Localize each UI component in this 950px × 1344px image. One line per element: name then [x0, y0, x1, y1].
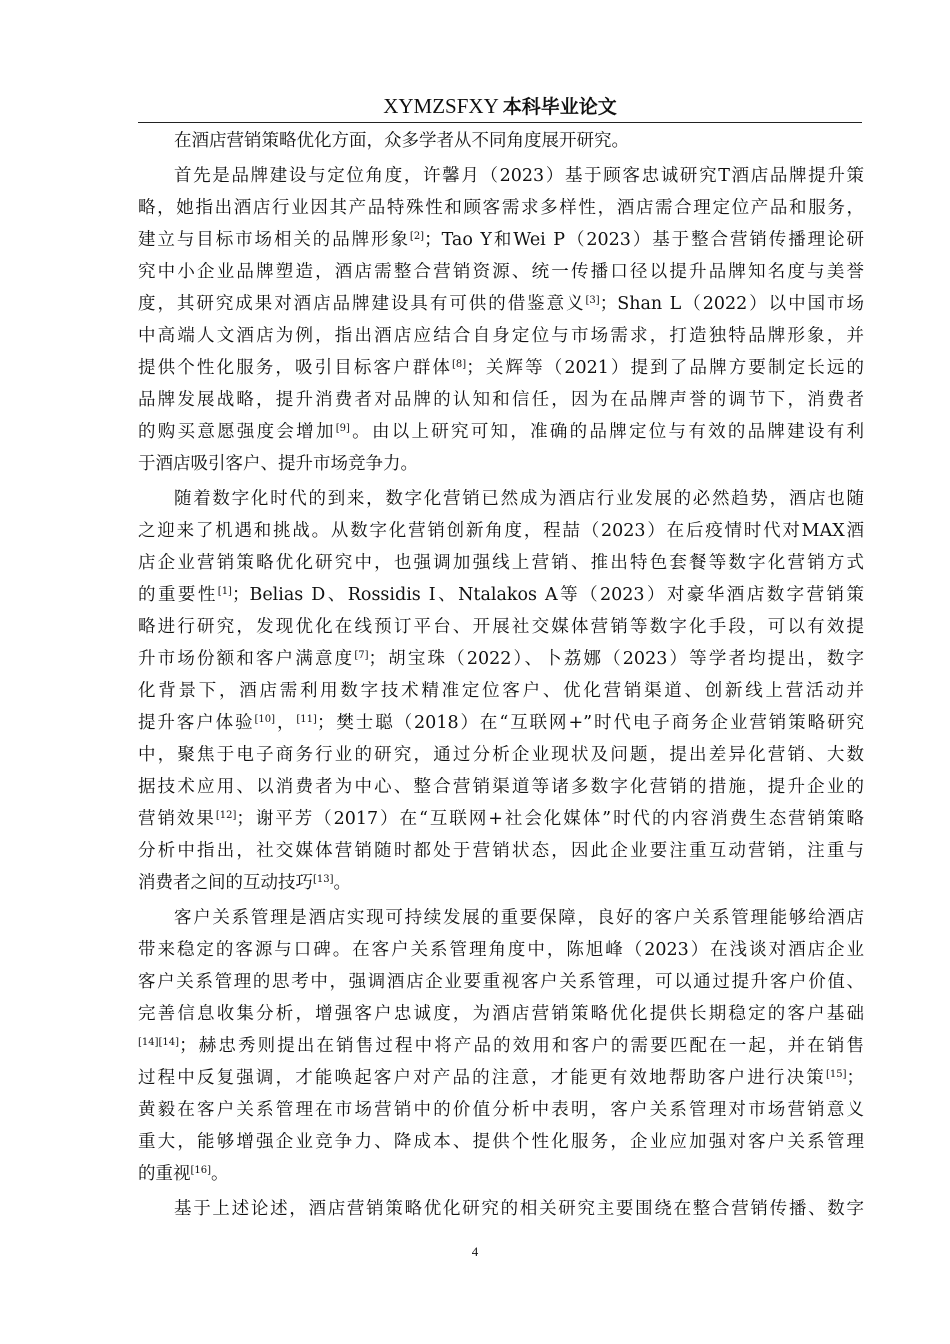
text-segment: 带来稳定的客源与口碑。在客户关系管理角度中，陈旭峰（2023）在浅谈对酒店企业: [138, 940, 864, 960]
citation-reference: [3]: [585, 295, 600, 306]
text-line: [138, 1158, 864, 1190]
text-line: [138, 256, 864, 288]
text-segment: 升市场份额和客户满意度: [138, 649, 355, 669]
citation-reference: [7]: [354, 650, 369, 661]
text-line: [138, 224, 864, 256]
text-segment: 之迎来了机遇和挑战。从数字化营销创新角度，程喆（2023）在后疫情时代对MAX酒: [138, 521, 864, 541]
text-line: [138, 966, 864, 998]
text-segment: 消费者之间的互动技巧: [138, 873, 313, 893]
text-line: [138, 1126, 864, 1158]
text-line: [138, 384, 864, 416]
text-segment: 首先是品牌建设与定位角度，许馨月（2023）基于顾客忠诚研究T酒店品牌提升策: [174, 166, 864, 186]
text-segment: ，: [275, 713, 297, 733]
paragraph: [138, 1193, 864, 1225]
citation-reference: [11]: [296, 714, 317, 725]
text-line: [138, 352, 864, 384]
citation-reference: [14]: [138, 1037, 159, 1048]
text-segment: 于酒店吸引客户、提升市场竞争力。: [138, 454, 418, 474]
text-segment: 的重要性: [138, 585, 218, 605]
text-line: [138, 160, 864, 192]
text-segment: 的购买意愿强度会增加: [138, 422, 336, 442]
text-segment: 略，她指出酒店行业因其产品特殊性和顾客需求多样性，酒店需合理定位产品和服务，: [138, 198, 864, 218]
text-line: [138, 483, 864, 515]
text-line: [138, 934, 864, 966]
text-line: [138, 448, 864, 480]
text-segment: ；: [846, 1068, 864, 1088]
citation-reference: [10]: [254, 714, 276, 725]
text-segment: 完善信息收集分析，增强客户忠诚度，为酒店营销策略优化提供长期稳定的客户基础: [138, 1004, 864, 1024]
document-body: [138, 125, 864, 1225]
citation-reference: [12]: [215, 810, 237, 821]
text-line: [138, 1193, 864, 1225]
text-segment: ；Belias D、Rossidis I、Ntalakos A等（2023）对豪华酒店数字营销策: [231, 585, 864, 605]
text-line: [138, 579, 864, 611]
text-segment: 客户关系管理是酒店实现可持续发展的重要保障，良好的客户关系管理能够给酒店: [174, 908, 864, 928]
text-line: [138, 675, 864, 707]
text-segment: ；胡宝珠（2022）、卜荔娜（2023）等学者均提出，数字: [368, 649, 864, 669]
text-line: [138, 288, 864, 320]
text-line: [138, 1062, 864, 1094]
header-title: [383, 92, 617, 121]
text-segment: 随着数字化时代的到来，数字化营销已然成为酒店行业发展的必然趋势，酒店也随: [174, 489, 864, 509]
header-thesis-label: 本科毕业论文: [502, 96, 617, 118]
text-line: [138, 643, 864, 675]
text-line: [138, 416, 864, 448]
text-segment: 分析中指出，社交媒体营销随时都处于营销状态，因此企业要注重互动营销，注重与: [138, 841, 864, 861]
text-line: [138, 803, 864, 835]
text-segment: 。: [211, 1164, 229, 1184]
text-segment: 过程中反复强调，才能唤起客户对产品的注意，才能更有效地帮助客户进行决策: [138, 1068, 826, 1088]
citation-reference: [1]: [217, 586, 232, 597]
text-segment: 化背景下，酒店需利用数字技术精准定位客户、优化营销渠道、创新线上营活动并: [138, 681, 864, 701]
page-number: 4: [471, 1244, 479, 1259]
text-segment: ；Shan L（2022）以中国市场: [599, 294, 864, 314]
text-segment: 度，其研究成果对酒店品牌建设具有可供的借鉴意义: [138, 294, 586, 314]
text-line: [138, 192, 864, 224]
citation-reference: [15]: [825, 1069, 847, 1080]
header-institution-code: XYMZSFXY: [383, 94, 499, 118]
text-line: [138, 867, 864, 899]
text-segment: 品牌发展战略，提升消费者对品牌的认知和信任，因为在品牌声誉的调节下，消费者: [138, 390, 864, 410]
text-line: [138, 1030, 864, 1062]
text-line: [138, 547, 864, 579]
text-segment: 的重视: [138, 1164, 191, 1184]
paragraph: [138, 902, 864, 1190]
text-segment: 建立与目标市场相关的品牌形象: [138, 230, 410, 250]
citation-reference: [16]: [190, 1165, 212, 1176]
text-segment: 。由以上研究可知，准确的品牌定位与有效的品牌建设有利: [349, 422, 864, 442]
citation-reference: [2]: [409, 231, 425, 242]
text-line: [138, 125, 864, 157]
text-segment: 据技术应用、以消费者为中心、整合营销渠道等诸多数字化营销的措施，提升企业的: [138, 777, 864, 797]
paragraph: [138, 125, 864, 157]
text-segment: 中高端人文酒店为例，指出酒店应结合自身定位与市场需求，打造独特品牌形象，并: [138, 326, 864, 346]
text-segment: 店企业营销策略优化研究中，也强调加强线上营销、推出特色套餐等数字化营销方式: [138, 553, 864, 573]
text-line: [138, 835, 864, 867]
text-segment: 基于上述论述，酒店营销策略优化研究的相关研究主要围绕在整合营销传播、数字: [174, 1199, 864, 1219]
text-segment: 黄毅在客户关系管理在市场营销中的价值分析中表明，客户关系管理对市场营销意义: [138, 1100, 864, 1120]
text-segment: 究中小企业品牌塑造，酒店需整合营销资源、统一传播口径以提升品牌知名度与美誉: [138, 262, 864, 282]
paragraph: [138, 160, 864, 480]
text-line: [138, 902, 864, 934]
text-segment: 重大，能够增强企业竞争力、降成本、提供个性化服务，企业应加强对客户关系管理: [138, 1132, 864, 1152]
text-segment: 中，聚焦于电子商务行业的研究，通过分析企业现状及问题，提出差异化营销、大数: [138, 745, 864, 765]
text-line: [138, 515, 864, 547]
citation-reference: [13]: [313, 874, 334, 885]
text-segment: 客户关系管理的思考中，强调酒店企业要重视客户关系管理，可以通过提升客户价值、: [138, 972, 864, 992]
text-line: [138, 1094, 864, 1126]
text-segment: 。: [333, 873, 352, 893]
text-segment: ；关辉等（2021）提到了品牌方要制定长远的: [466, 358, 864, 378]
text-segment: 营销效果: [138, 809, 216, 829]
page-header: [138, 92, 862, 123]
paragraph: [138, 483, 864, 899]
citation-reference: [8]: [452, 359, 467, 370]
text-segment: 在酒店营销策略优化方面，众多学者从不同角度展开研究。: [174, 131, 629, 151]
citation-reference: [9]: [335, 423, 350, 434]
text-segment: ；谢平芳（2017）在“互联网+社会化媒体”时代的内容消费生态营销策略: [236, 809, 864, 829]
text-line: [138, 320, 864, 352]
text-segment: 提升客户体验: [138, 713, 255, 733]
text-segment: ；Tao Y和Wei P（2023）基于整合营销传播理论研: [424, 230, 864, 250]
text-line: [138, 739, 864, 771]
text-segment: ；樊士聪（2018）在“互联网+”时代电子商务企业营销策略研究: [316, 713, 864, 733]
citation-reference: [14]: [158, 1037, 180, 1048]
text-segment: 略进行研究，发现优化在线预订平台、开展社交媒体营销等数字化手段，可以有效提: [138, 617, 864, 637]
text-segment: 提供个性化服务，吸引目标客户群体: [138, 358, 453, 378]
text-line: [138, 611, 864, 643]
text-line: [138, 771, 864, 803]
text-line: [138, 998, 864, 1030]
text-segment: ；赫忠秀则提出在销售过程中将产品的效用和客户的需要匹配在一起，并在销售: [179, 1036, 864, 1056]
text-line: [138, 707, 864, 739]
